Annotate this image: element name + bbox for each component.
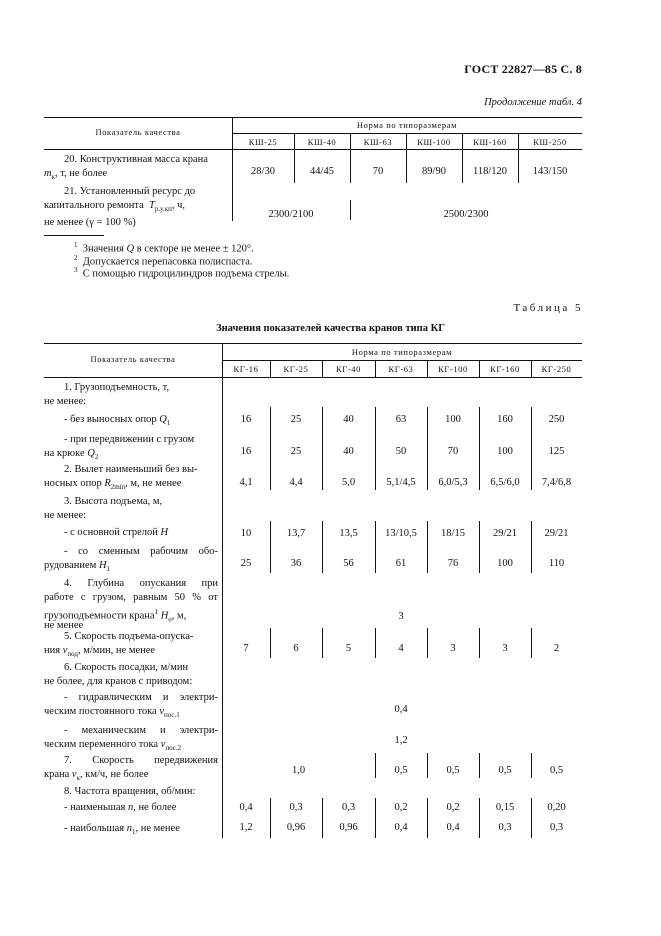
row-3b-label-cont: рудованием $H_1$ <box>44 560 111 574</box>
table-cell: 89/90 <box>422 166 446 177</box>
table-cell: 1,0 <box>291 765 306 776</box>
table-cell: 3 <box>398 611 404 622</box>
table-cell: 0,3 <box>498 822 512 833</box>
size-header: КШ-250 <box>533 137 567 147</box>
table-cell: 18/15 <box>441 528 465 539</box>
table-cell: 13/10,5 <box>385 528 417 539</box>
table-cell: 118/120 <box>472 166 508 177</box>
table-cell: 0,5 <box>549 765 564 776</box>
table-cell: 13,5 <box>339 528 358 539</box>
row-6a-label-cont: ческим постоянного тока $v_{пос.1}$ <box>44 706 180 720</box>
table-cell: 0,96 <box>339 822 358 833</box>
row-6-label: 6. Скорость посадки, м/мин не более, для кранов с приводом: <box>44 662 193 687</box>
row-3b-label: - со сменным рабочим обо- <box>64 546 218 557</box>
table-cell: 7 <box>243 643 249 654</box>
table-cell: 0,5 <box>446 765 460 776</box>
row-6b-label: - механическим и электри- <box>64 725 218 736</box>
table-cell: 6 <box>293 643 299 654</box>
table-cell: 0,20 <box>547 802 566 813</box>
table-cell: 0,4 <box>394 704 408 715</box>
size-header: КГ-25 <box>283 364 309 374</box>
table-cell: 110 <box>548 558 565 569</box>
table-cell: 40 <box>343 414 354 425</box>
table-cell: 100 <box>497 558 513 569</box>
table-cell: 16 <box>240 414 252 425</box>
table-cell: 0,4 <box>239 802 253 813</box>
row-21-label: 21. Установленный ресурс до капитального ремонта $T_{р.у.кп}$, ч, не менее (γ = 100 %) <box>44 186 196 229</box>
table-cell: 4 <box>398 643 404 654</box>
row-8a-label: - наименьшая n, не более <box>64 802 177 813</box>
table-cell: 0,4 <box>394 822 408 833</box>
footnote: $^3$ С помощью гидроцилиндров подъема стрелы. <box>74 266 290 280</box>
size-header: КГ-40 <box>336 364 361 374</box>
size-header: КГ-250 <box>541 364 572 374</box>
size-header: КШ-63 <box>363 137 393 147</box>
row-1a-label: - без выносных опор $Q_1$ <box>64 414 171 428</box>
row-1b-label: - при передвижении с грузом на крюке $Q_2$ <box>44 434 195 462</box>
row-3a-label: - с основной стрелой H <box>64 527 169 538</box>
table-cell: 143/150 <box>532 166 568 177</box>
row-4-label-l2: работе с грузом, равным 50 % от <box>44 592 218 603</box>
row-1-label: 1. Грузоподъемность, т, не менее: <box>44 382 170 407</box>
size-header: КГ-160 <box>490 364 520 374</box>
row-7-label: 7. Скорость передвижения <box>64 755 218 766</box>
table-cell: 70 <box>447 446 459 457</box>
table-cell: 28/30 <box>251 166 275 177</box>
table-cell: 2 <box>553 643 560 654</box>
table-cell: 0,3 <box>549 822 564 833</box>
size-header: КШ-160 <box>473 137 507 147</box>
table-cell: 6,0/5,3 <box>438 477 468 488</box>
table-cell: 3 <box>502 643 508 654</box>
table-cell: 1,2 <box>239 822 253 833</box>
table-cell: 0,2 <box>446 802 460 813</box>
row-3-label: 3. Высота подъема, м, не менее: <box>44 496 163 521</box>
table-cell: 5,0 <box>341 477 356 488</box>
row-8b-label: - наибольшая $n_1$, не менее <box>64 823 180 837</box>
row-20-label: 20. Конструктивная масса крана $m_к$, т, не более <box>44 154 208 182</box>
row-7-label-cont: крана $v_к$, км/ч, не более <box>44 769 149 783</box>
row-4-label-l4: не менее <box>44 620 84 631</box>
row-5-label: 5. Скорость подъема-опуска- ния $v_{под}$, м/мин, не менее <box>44 631 194 659</box>
table-cell: 56 <box>343 558 354 569</box>
table-cell: 2500/2300 <box>443 209 489 220</box>
table-cell: 36 <box>290 558 302 569</box>
page-header: ГОСТ 22827—85 С. 8 <box>464 62 582 76</box>
footnote: $^2$ Допускается перепасовка полиспаста. <box>74 254 253 268</box>
table-cell: 5,1/4,5 <box>386 477 416 488</box>
column-header-norm: Норма по типоразмерам <box>356 120 458 130</box>
table-cell: 0,3 <box>341 802 356 813</box>
table-5-label: Таблица 5 <box>513 302 583 314</box>
row-8-label: 8. Частота вращения, об/мин: <box>64 786 196 797</box>
table-cell: 10 <box>240 528 252 539</box>
column-header-norm: Норма по типоразмерам <box>351 347 453 357</box>
table-cell: 63 <box>395 414 407 425</box>
row-2-label: 2. Вылет наименьший без вы- носных опор $R_{2min}$, м, не менее <box>44 464 198 492</box>
table-cell: 25 <box>290 414 302 425</box>
table-cell: 100 <box>445 414 461 425</box>
table-cell: 29/21 <box>544 528 569 539</box>
row-6b-label-cont: ческим переменного тока $v_{пос.2}$ <box>44 739 182 753</box>
table-cell: 4,1 <box>239 477 253 488</box>
row-6a-label: - гидравлическим и электри- <box>64 692 218 703</box>
table-cell: 4,4 <box>289 477 303 488</box>
table-cell: 61 <box>395 558 407 569</box>
table-cell: 13,7 <box>286 528 306 539</box>
table-cell: 40 <box>343 446 354 457</box>
table-cell: 29/21 <box>493 528 517 539</box>
size-header: КГ-100 <box>438 364 468 374</box>
table-cell: 125 <box>548 446 565 457</box>
table-5-title: Значения показателей качества кранов типа КГ <box>216 323 445 334</box>
table-cell: 0,15 <box>495 802 515 813</box>
column-header-indicator: Показатель качества <box>90 354 176 364</box>
table-cell: 3 <box>450 643 456 654</box>
table-cell: 0,5 <box>498 765 512 776</box>
table-cell: 1,2 <box>394 735 408 746</box>
row-4-label: 4. Глубина опускания при <box>64 578 218 589</box>
row-4-label-l3: грузоподъемности крана$^1$ $H_о$, м, <box>44 608 187 624</box>
table-cell: 250 <box>548 414 565 425</box>
table-cell: 0,2 <box>394 802 408 813</box>
table-cell: 0,96 <box>286 822 306 833</box>
table-cell: 0,4 <box>446 822 460 833</box>
table-cell: 25 <box>290 446 302 457</box>
table-cell: 50 <box>395 446 407 457</box>
table-cell: 76 <box>447 558 459 569</box>
size-header: КШ-100 <box>417 137 451 147</box>
table-continuation-note: Продолжение табл. 4 <box>484 97 582 108</box>
table-cell: 6,5/6,0 <box>490 477 520 488</box>
column-header-indicator: Показатель качества <box>95 127 181 137</box>
table-cell: 0,5 <box>394 765 408 776</box>
table-cell: 0,3 <box>289 802 303 813</box>
table-cell: 44/45 <box>310 166 334 177</box>
size-header: КШ-40 <box>307 137 337 147</box>
footnote: $^1$ Значения Q в секторе не менее ± 120°. <box>74 241 254 255</box>
table-cell: 70 <box>372 166 384 177</box>
size-header: КГ-16 <box>233 364 259 374</box>
table-cell: 100 <box>497 446 513 457</box>
table-cell: 2300/2100 <box>268 209 314 220</box>
table-cell: 5 <box>345 643 352 654</box>
size-header: КШ-25 <box>248 137 278 147</box>
size-header: КГ-63 <box>388 364 414 374</box>
table-cell: 7,4/6,8 <box>541 477 572 488</box>
table-cell: 160 <box>497 414 513 425</box>
table-cell: 16 <box>240 446 252 457</box>
table-cell: 25 <box>240 558 252 569</box>
